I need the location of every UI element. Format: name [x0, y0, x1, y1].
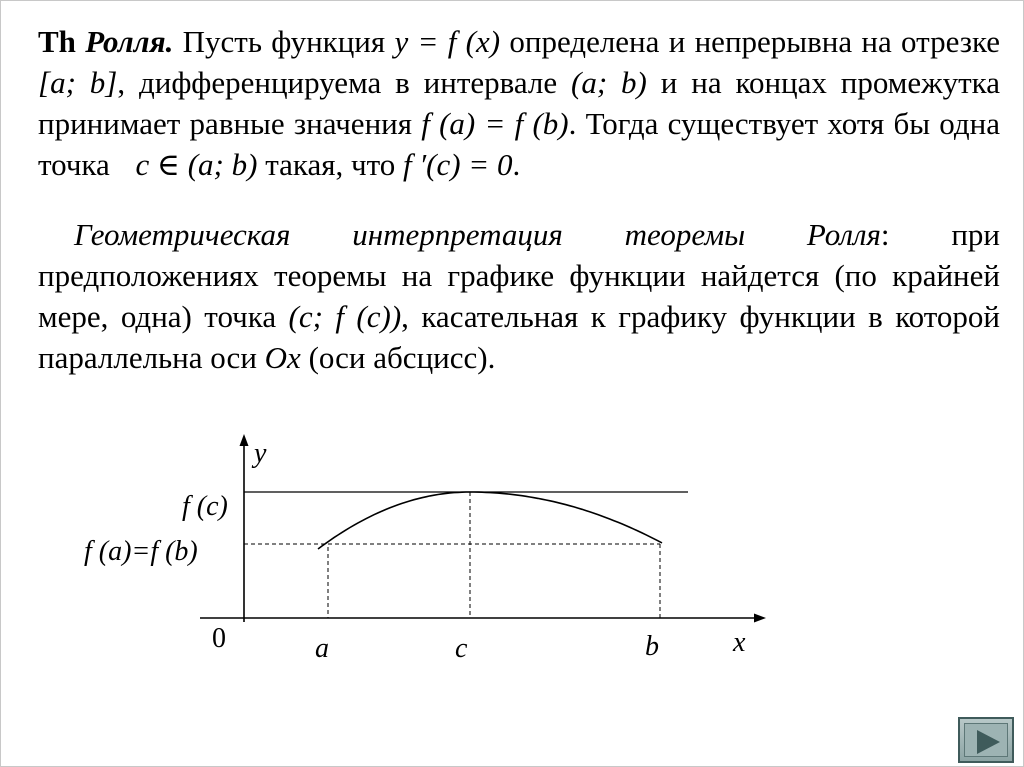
next-slide-button[interactable]: [958, 717, 1014, 763]
theorem-text-1: Пусть функция: [173, 24, 395, 59]
function-curve: [318, 492, 662, 549]
theorem-text-5: . Тогда существует хотя бы одна точка: [38, 106, 1001, 182]
label-fc: f (c): [182, 491, 228, 522]
formula-equal-values: f (a) = f (b): [421, 106, 569, 141]
theorem-name: Ролля.: [85, 24, 174, 59]
formula-derivative-zero: f ′(c) = 0: [403, 147, 513, 182]
theorem-text-2: определена и непрерывна на отрезке: [500, 24, 1001, 59]
theorem-label: Th: [38, 24, 76, 59]
label-b: b: [645, 631, 659, 662]
formula-point-c: c ∈ (a; b): [135, 147, 258, 182]
interpretation-text-2: , касательная к графику функции в которой параллельна оси: [38, 299, 1001, 375]
formula-tangent-point: (c; f (c)): [288, 299, 402, 334]
x-axis-arrow-icon: [754, 614, 766, 623]
theorem-text-7: .: [512, 147, 521, 182]
interpretation-text-3: (оси абсцисс).: [300, 340, 496, 375]
label-a: a: [315, 633, 329, 664]
play-triangle-icon: [960, 719, 1016, 765]
formula-function: y = f (x): [394, 24, 501, 59]
formula-axis-ox: Ox: [264, 340, 301, 375]
label-fa-fb: f (a)=f (b): [84, 536, 198, 567]
y-axis-arrow-icon: [240, 434, 249, 446]
theorem-text-4: и на концах промежутка принимает равные значения: [38, 65, 1000, 141]
interpretation-heading: Геометрическая интерпретация теоремы Ролля: [74, 217, 881, 252]
theorem-text-3: , дифференцируема в интервале: [117, 65, 572, 100]
theorem-text-6: такая, что: [257, 147, 403, 182]
y-axis-label: y: [254, 438, 267, 469]
interpretation-text-1: : при предположениях теоремы на графике функции найдется (по крайней мере, одна) точка: [38, 217, 1001, 334]
origin-label: 0: [212, 623, 226, 654]
formula-segment: [a; b]: [38, 65, 118, 100]
formula-interval: (a; b): [571, 65, 647, 100]
x-axis-label: x: [733, 627, 746, 658]
label-c: c: [455, 633, 468, 664]
